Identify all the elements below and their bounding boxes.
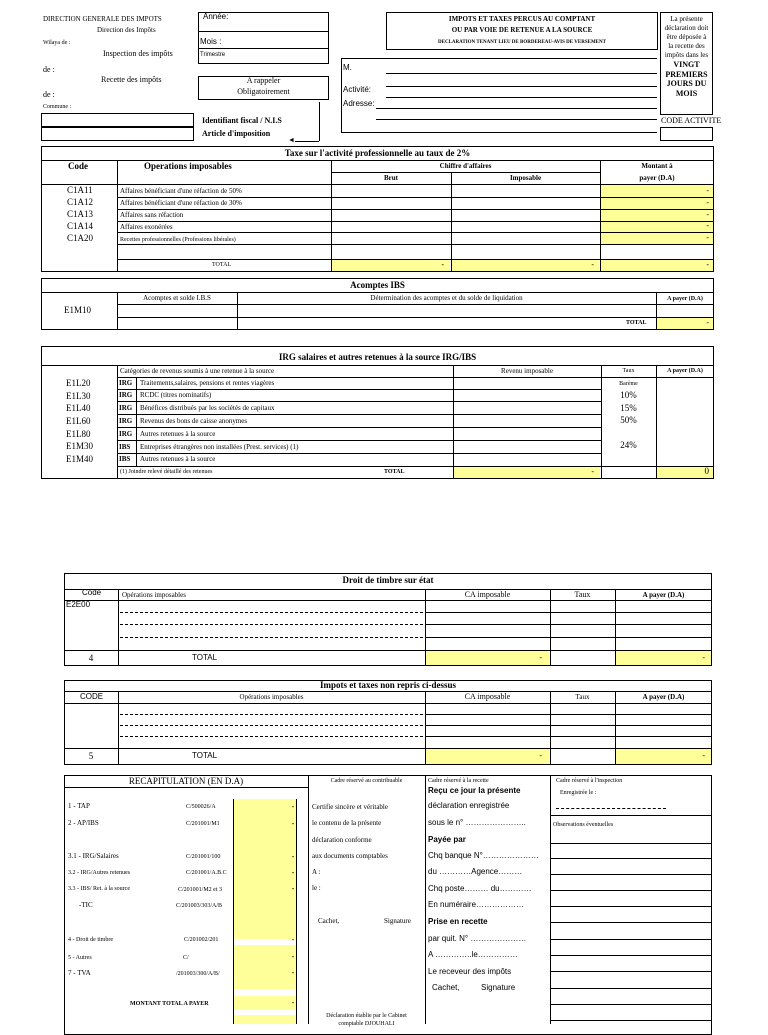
m-label: M.	[343, 63, 352, 72]
autres-col-ops: Opérations imposables	[239, 693, 304, 701]
ibs-col-1: Acomptes et solde I.B.S	[143, 294, 211, 302]
recette-cachet: Cachet,	[432, 983, 460, 992]
ibs-title: Acomptes IBS	[350, 280, 405, 290]
direction-impots-label: Direction des Impôts	[97, 26, 156, 34]
timbre-total-amount: -	[702, 653, 705, 662]
recap-row-label: 4 - Droit de timbre	[68, 937, 113, 943]
recette-label: Recette des impôts	[101, 75, 162, 84]
irg-row-label: Autres retenues à la source	[140, 455, 216, 463]
article-field[interactable]	[41, 127, 194, 141]
tap-row-amount[interactable]: -	[706, 186, 709, 195]
autres-col-payer: A payer (D.A)	[642, 693, 685, 701]
timbre-code: E2E00	[66, 600, 91, 609]
timbre-col-payer: A payer (D.A)	[642, 591, 685, 599]
inspection-label: Inspection des impôts	[103, 49, 173, 58]
tap-row-label: Affaires sans réfaction	[120, 211, 184, 219]
recette-line: sous le n° …………………..	[428, 818, 526, 827]
tap-col-montant-1: Montant à	[641, 162, 673, 170]
de-label-2: de :	[43, 90, 55, 99]
de-label-1: de :	[43, 65, 55, 74]
recette-line: Payée par	[428, 835, 466, 844]
irg-total-revenu: -	[591, 467, 594, 476]
timbre-col-ops: Opérations imposables	[122, 591, 186, 599]
commune-label: Commune :	[43, 104, 72, 110]
recap-row-amount[interactable]: -	[291, 819, 295, 828]
note-line-3: être déposée à	[666, 33, 707, 41]
recap-row-label: 1 - TAP	[68, 802, 90, 810]
irg-footnote: (1) Joindre relevé détaillé des retenues	[120, 469, 213, 475]
tap-col-montant-2: payer (D.A)	[639, 174, 675, 182]
tap-row-label: Affaires exonérées	[120, 223, 173, 231]
tap-row-amount[interactable]: -	[706, 198, 709, 207]
irg-row-taux: Barème	[619, 381, 638, 387]
tap-total-imposable: -	[591, 260, 594, 269]
direction-label: DIRECTION GENERALE DES IMPOTS	[43, 15, 162, 23]
note-line-4: la recette des	[668, 42, 705, 50]
recette-line: A …………..le……………	[428, 950, 518, 959]
irg-row-tag: IRG	[119, 404, 133, 412]
autres-total-label: TOTAL	[192, 751, 218, 760]
tap-row-label: Affaires bénéficiant d'une réfaction de 30%	[120, 199, 242, 207]
tap-row-code: C1A13	[67, 209, 94, 219]
contrib-etablie-2: comptable DJOUHALI	[338, 1021, 395, 1027]
recap-row-label: 7 - TVA	[68, 969, 91, 977]
note-line-8: JOURS DU	[666, 79, 707, 88]
article-label: Article d'imposition	[202, 129, 271, 138]
autres-total-ca: -	[539, 751, 542, 760]
irg-row-label: Bénéfices distribués par les sociétés de capitaux	[140, 404, 275, 412]
recap-inspection-header: Cadre réservé à l'inspection	[556, 778, 623, 784]
recap-row-amount[interactable]: -	[291, 802, 295, 811]
irg-total-amount: 0	[704, 466, 709, 476]
recette-signature: Signature	[481, 983, 516, 992]
timbre-col-ca: CA imposable	[464, 590, 511, 599]
tap-row-code: C1A20	[67, 233, 94, 243]
tap-total-amount: -	[706, 260, 709, 269]
recap-row-label: -TIC	[79, 901, 93, 909]
recap-montant-total-value: -	[291, 998, 295, 1007]
autres-col-taux: Taux	[575, 693, 590, 701]
recap-frame	[64, 775, 712, 1035]
recette-line: Prise en recette	[428, 917, 488, 926]
recap-row-ref: C/201001/A.B.C	[186, 870, 227, 876]
recap-row-label: 3.3 - IBS/ Ret. à la source	[68, 886, 130, 892]
contrib-line: déclaration conforme	[312, 836, 372, 844]
arrow-left-icon: ◄	[288, 136, 295, 144]
tap-title: Taxe sur l'activité professionnelle au taux de 2%	[284, 148, 471, 158]
title-line-3: DECLARATION TENANT LIEU DE BORDEREAU-AVIS DE VERSEMENT	[438, 40, 606, 45]
irg-col-cat: Catégories de revenus soumis à une retenue à la source	[120, 367, 275, 375]
mois-label: Mois :	[200, 37, 222, 46]
irg-col-taux: Taux	[622, 368, 635, 374]
recette-line: Le receveur des impôts	[428, 967, 512, 976]
tap-row-amount[interactable]: -	[706, 233, 709, 242]
irg-col-payer: A payer (D.A)	[667, 368, 703, 374]
irg-row-code: E1L20	[66, 378, 91, 388]
irg-row-label: Revenus des bons de caisse anonymes	[140, 417, 248, 425]
ibs-total-label: TOTAL	[626, 320, 647, 326]
recap-contrib-header: Cadre réservé au contribuable	[330, 778, 403, 784]
contrib-signature: Signature	[384, 917, 411, 925]
irg-row-tag: IRG	[119, 430, 133, 438]
irg-row-tag: IRG	[119, 391, 133, 399]
recap-montant-total-label: MONTANT TOTAL A PAYER	[130, 1001, 209, 1007]
activite-label: Activité:	[343, 85, 372, 94]
note-line-6: VINGT	[673, 60, 700, 69]
identifiant-field[interactable]	[41, 113, 194, 127]
tap-row-amount[interactable]: -	[706, 210, 709, 219]
wilaya-label: Wilaya de :	[43, 40, 71, 46]
identity-fields[interactable]	[386, 58, 657, 132]
tap-col-ops: Operations imposables	[144, 161, 232, 171]
ibs-col-2: Détermination des acomptes et du solde de liquidation	[370, 294, 523, 302]
irg-row-code: E1L80	[66, 429, 91, 439]
recap-row-amount[interactable]: -	[291, 935, 295, 944]
tap-row-code: C1A12	[67, 197, 94, 207]
irg-row-taux: 50%	[620, 415, 637, 425]
irg-row-tag: IBS	[119, 443, 131, 451]
ibs-col-3: A payer (D.A)	[667, 296, 703, 302]
tap-col-ca: Chiffre d'affaires	[439, 162, 492, 170]
timbre-total-ca: -	[539, 653, 542, 662]
contrib-line: le contenu de la présente	[312, 819, 382, 827]
recette-line: Chq poste……… du…………	[428, 884, 532, 893]
note-line-1: La présente	[670, 15, 703, 23]
autres-num: 5	[88, 751, 94, 761]
irg-row-code: E1M30	[66, 441, 93, 451]
recette-line: déclaration enregistrée	[428, 801, 510, 810]
contrib-cachet: Cachet,	[318, 917, 340, 925]
contrib-line: A :	[312, 868, 321, 876]
tap-col-brut: Brut	[384, 174, 398, 182]
tap-row-code: C1A11	[67, 185, 93, 195]
title-line-2: OU PAR VOIE DE RETENUE A LA SOURCE	[451, 26, 593, 34]
title-line-1: IMPOTS ET TAXES PERCUS AU COMPTANT	[448, 15, 596, 23]
irg-row-tag: IRG	[119, 417, 133, 425]
recap-title: RECAPITULATION (EN D.A)	[128, 776, 244, 786]
contrib-etablie-1: Déclaration établie par le Cabinet	[326, 1013, 407, 1019]
code-activite-label: CODE ACTIVITE	[661, 116, 722, 125]
rappeler-label-1: A rappeler	[246, 76, 281, 85]
autres-title: Impots et taxes non repris ci-dessus	[319, 680, 457, 690]
irg-row-taux: 24%	[620, 440, 637, 450]
note-line-9: MOIS	[675, 89, 698, 98]
recap-row-amount[interactable]: -	[291, 968, 295, 977]
irg-row-code: E1L40	[66, 403, 91, 413]
tap-col-code: Code	[68, 161, 88, 171]
irg-row-tag: IRG	[119, 379, 133, 387]
tap-row-amount[interactable]: -	[706, 221, 709, 230]
timbre-title: Droit de timbre sur état	[342, 575, 434, 585]
ibs-code: E1M10	[64, 305, 91, 315]
recap-row-ref: C/201001/M2 et 3	[178, 887, 223, 893]
recette-line: Chq banque N°…………………	[428, 851, 539, 860]
irg-row-label: Autres retenues à la source	[140, 430, 216, 438]
contrib-line: aux documents comptables	[312, 852, 388, 860]
contrib-line: Certifie sincère et véritable	[312, 803, 388, 811]
note-line-2: déclaration doit	[664, 24, 709, 32]
recap-row-amount[interactable]: -	[291, 884, 295, 893]
adresse-label: Adresse:	[343, 99, 375, 108]
recette-line: Reçu ce jour la présente	[428, 786, 521, 795]
irg-row-taux: 15%	[620, 403, 637, 413]
contrib-line: le :	[312, 884, 321, 892]
note-line-7: PREMIERS	[665, 70, 708, 79]
irg-row-code: E1L60	[66, 416, 91, 426]
irg-col-revenu: Revenu imposable	[501, 367, 553, 375]
inspection-observations: Observations éventuelles	[553, 822, 614, 828]
recap-row-label: 2 - AP/IBS	[68, 819, 99, 827]
irg-row-code: E1M40	[66, 454, 93, 464]
recap-row-ref: C/201001/100	[186, 854, 221, 860]
code-activite-field[interactable]	[660, 127, 713, 141]
tap-total-brut: -	[441, 260, 444, 269]
autres-col-code: CODE	[80, 692, 104, 701]
irg-total-label: TOTAL	[384, 469, 405, 475]
annee-label: Année:	[203, 12, 229, 21]
ibs-total-amount: -	[706, 318, 709, 327]
note-line-5: impôts dans les	[664, 51, 709, 59]
recap-row-ref: C/201002/201	[184, 937, 219, 943]
irg-row-code: E1L30	[66, 391, 91, 401]
recap-row-amount[interactable]: -	[291, 852, 295, 861]
recap-row-label: 5 - Autres	[68, 955, 92, 961]
irg-row-label: Traitements,salaires, pensions et rentes viagères	[140, 379, 275, 387]
recette-line: par quit. N° …………………	[428, 934, 527, 943]
recap-row-amount[interactable]: -	[291, 868, 295, 877]
recette-line: du …………Agence………	[428, 867, 523, 876]
recap-row-ref: C/500026/A	[186, 804, 216, 810]
recap-row-ref: /201003/300/A/B/	[176, 971, 220, 977]
timbre-num: 4	[88, 653, 94, 663]
recap-row-ref: C/	[183, 955, 189, 961]
recap-row-amount[interactable]: -	[291, 952, 295, 961]
tap-row-label: Affaires bénéficiant d'une réfaction de 50%	[120, 187, 242, 195]
recap-recette-header: Cadre réservé à la recette	[428, 778, 489, 784]
irg-row-taux: 10%	[620, 390, 637, 400]
recap-row-ref: C/201001/M1	[186, 821, 220, 827]
autres-total-amount: -	[702, 751, 705, 760]
inspection-enregistree: Enregistrée le :	[560, 790, 597, 796]
tap-row-code: C1A14	[67, 221, 94, 231]
recap-row-ref: C/201003/303/A/B	[176, 903, 223, 909]
timbre-total-label: TOTAL	[192, 653, 218, 662]
irg-title: IRG salaires et autres retenues à la source IRG/IBS	[278, 352, 477, 362]
autres-col-ca: CA imposable	[464, 692, 511, 701]
irg-row-label: Entreprises étrangères non installées (Prest. services) (1)	[140, 443, 299, 451]
recap-row-label: 3.2 - IRG/Autres retenues	[68, 870, 130, 876]
trimestre-label: Trimestre	[200, 52, 226, 58]
timbre-col-code: Code	[82, 588, 102, 597]
tap-col-imposable: Imposable	[509, 174, 542, 182]
recette-line: En numéraire………………	[428, 900, 525, 909]
timbre-col-taux: Taux	[574, 590, 591, 599]
recap-row-label: 3.1 - IRG/Salaires	[68, 852, 119, 860]
tap-row-label: Recettes professionnelles (Professions libérales)	[120, 237, 236, 243]
irg-row-label: RCDC (titres nominatifs)	[140, 391, 212, 399]
irg-row-tag: IBS	[119, 455, 131, 463]
identifiant-label: Identifiant fiscal / N.I.S	[202, 116, 282, 125]
tap-total-label: TOTAL	[212, 262, 232, 268]
rappeler-label-2: Obligatoirement	[237, 87, 290, 96]
